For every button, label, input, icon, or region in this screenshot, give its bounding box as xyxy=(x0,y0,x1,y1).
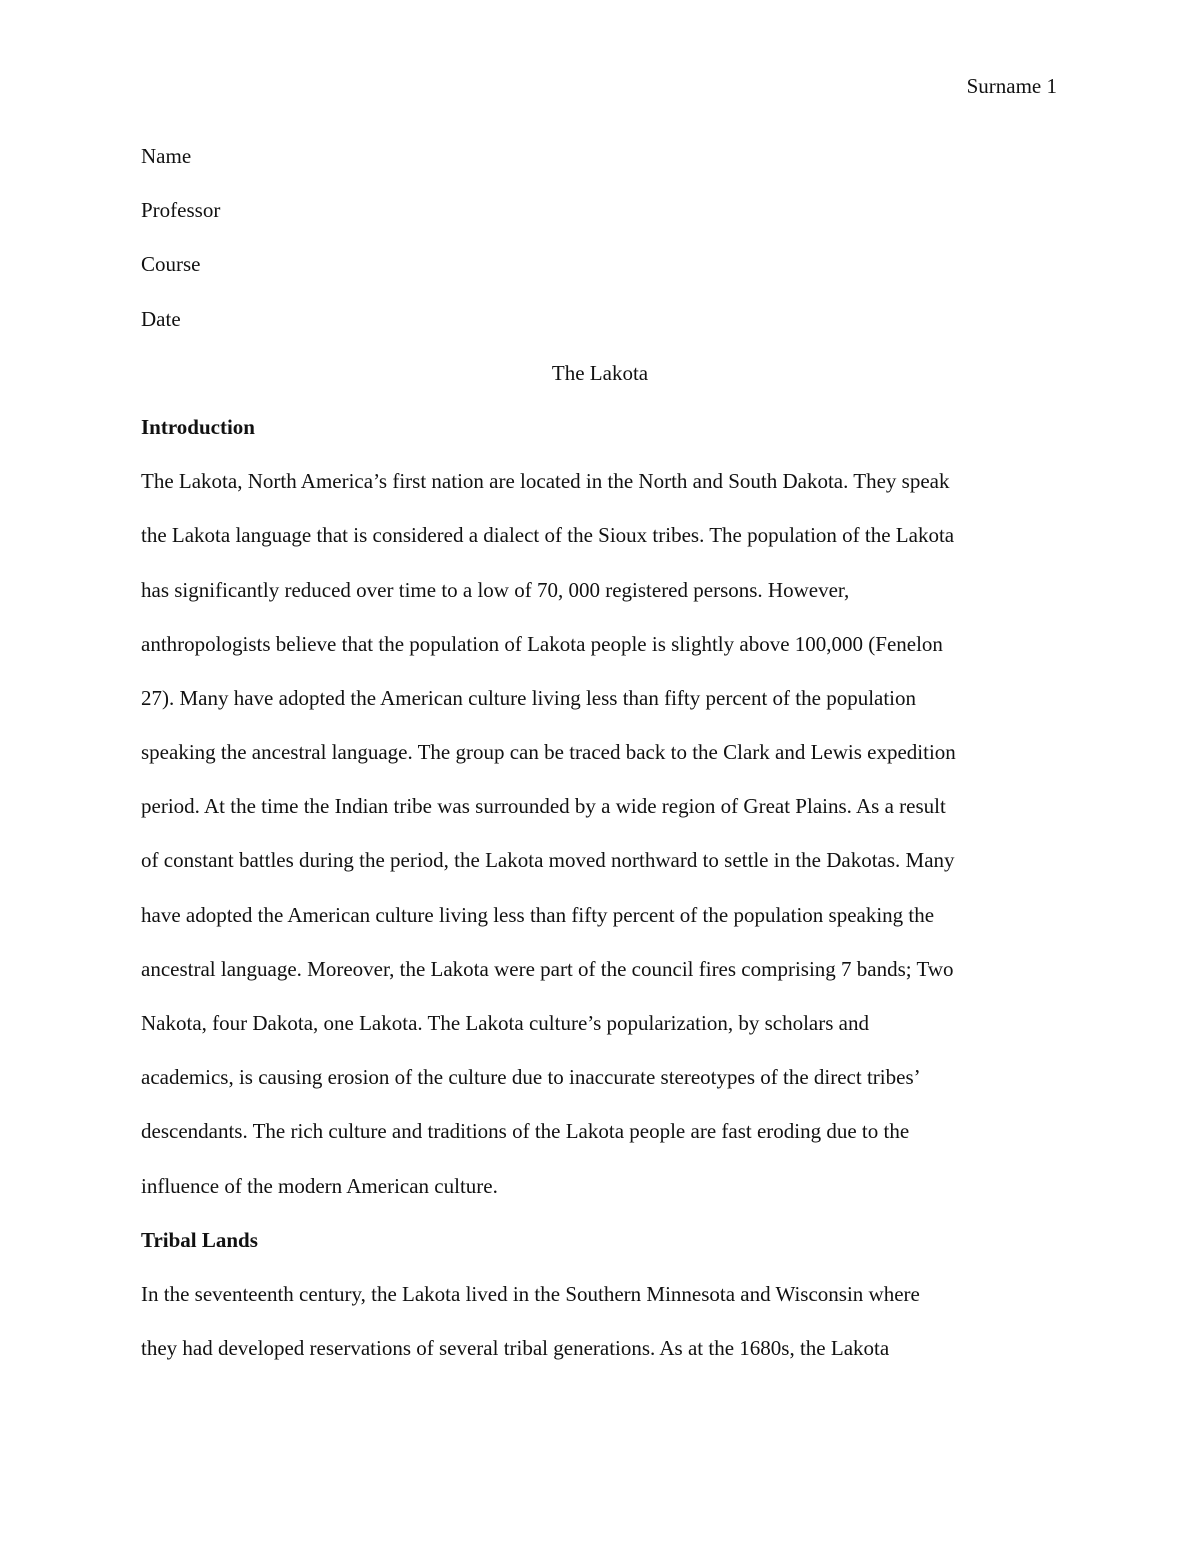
paragraph-line: the Lakota language that is considered a dialect of the Sioux tribes. The population of the Lakota xyxy=(141,523,955,548)
paragraph-line: Nakota, four Dakota, one Lakota. The Lakota culture’s popularization, by scholars and xyxy=(141,1011,869,1035)
paragraph-line: they had developed reservations of several tribal generations. As at the 1680s, the Lakota xyxy=(141,1336,890,1361)
section-heading-introduction: Introduction xyxy=(141,414,255,439)
paragraph-line: ancestral language. Moreover, the Lakota were part of the council fires comprising 7 bands; Two xyxy=(141,956,954,981)
paragraph-line: academics, is causing erosion of the culture due to inaccurate stereotypes of the direct tribes’ xyxy=(141,1065,921,1090)
running-head: Surname 1 xyxy=(966,74,1057,98)
paragraph-line: have adopted the American culture living less than fifty percent of the population speaking the xyxy=(141,902,935,927)
paragraph-line: In the seventeenth century, the Lakota lived in the Southern Minnesota and Wisconsin where xyxy=(141,1281,920,1306)
paragraph-line: descendants. The rich culture and traditions of the Lakota people are fast eroding due to the xyxy=(141,1119,910,1144)
date: Date xyxy=(141,306,181,331)
course-name: Course xyxy=(141,252,201,277)
document-body xyxy=(141,140,1059,1386)
paragraph-line: period. At the time the Indian tribe was surrounded by a wide region of Great Plains. As a result xyxy=(141,794,946,819)
paragraph-line: speaking the ancestral language. The group can be traced back to the Clark and Lewis expedition xyxy=(141,740,956,765)
section-heading-tribal-lands: Tribal Lands xyxy=(141,1227,258,1252)
paragraph-line: of constant battles during the period, the Lakota moved northward to settle in the Dakotas. Many xyxy=(141,848,955,873)
paragraph-line: anthropologists believe that the population of Lakota people is slightly above 100,000 (Fenelon xyxy=(141,631,943,656)
professor-name: Professor xyxy=(141,198,221,223)
paragraph-line: The Lakota, North America’s first nation are located in the North and South Dakota. They speak xyxy=(141,469,950,494)
paragraph-line: influence of the modern American culture. xyxy=(141,1173,498,1198)
paragraph-line: has significantly reduced over time to a low of 70, 000 registered persons. However, xyxy=(141,577,850,602)
essay-title: The Lakota xyxy=(551,360,649,385)
paragraph-line: 27). Many have adopted the American culture living less than fifty percent of the population xyxy=(141,685,917,710)
student-name: Name xyxy=(141,144,192,168)
